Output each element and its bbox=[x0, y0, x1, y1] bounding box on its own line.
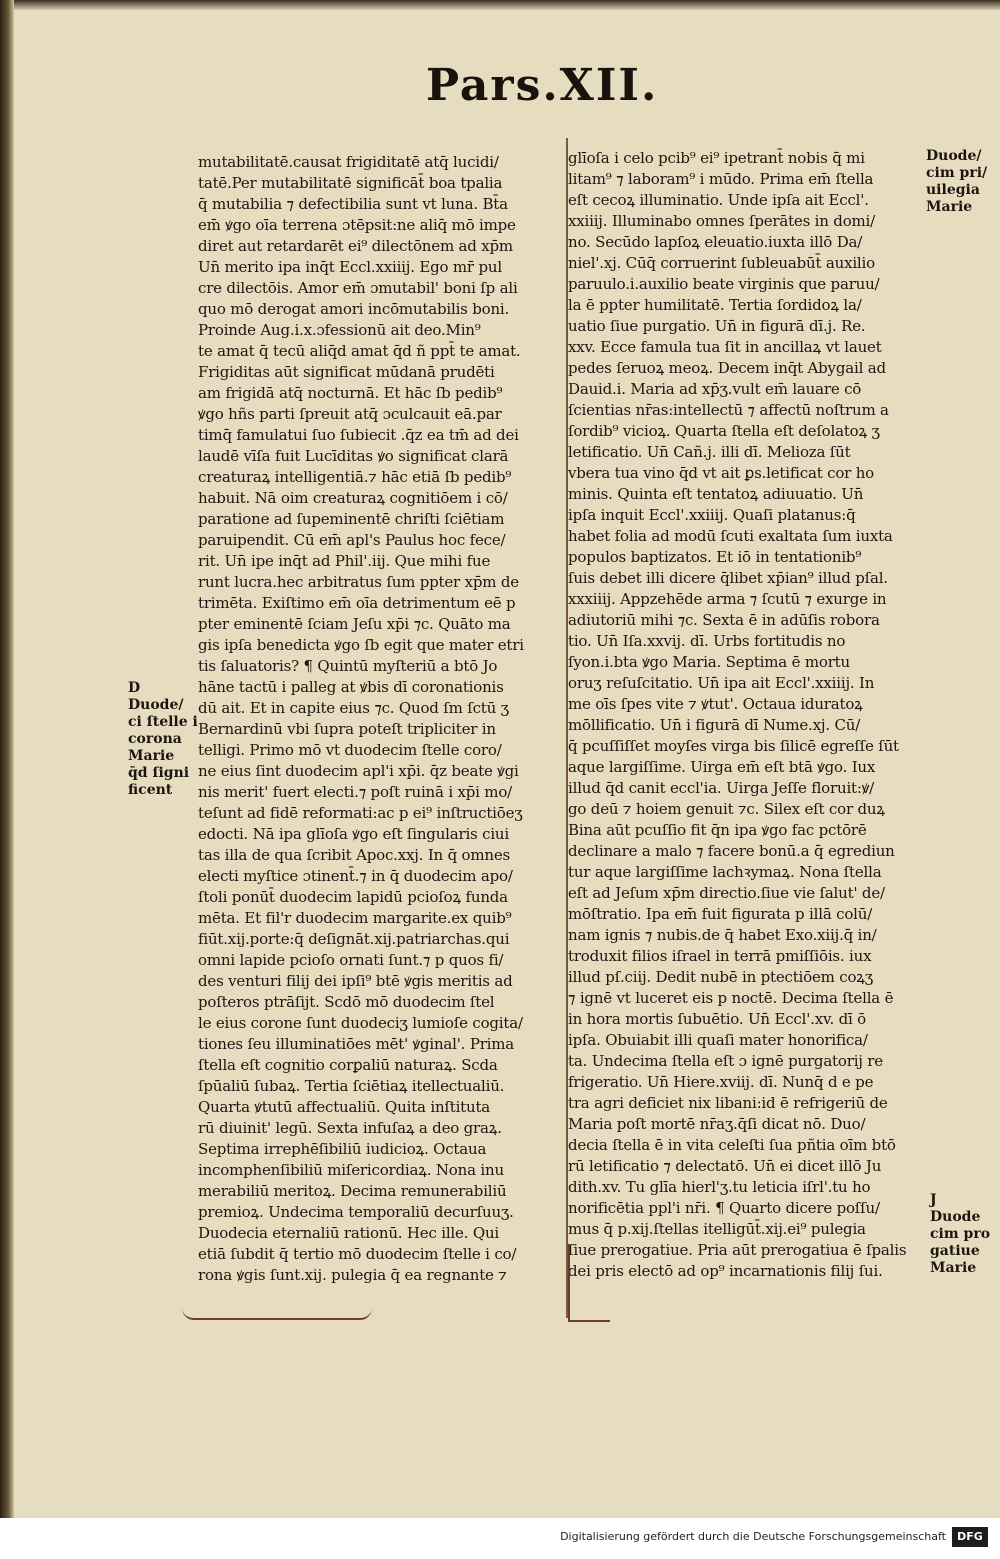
text-line: paruipendit. Cū em̄ apl's Paulus hoc fece/ bbox=[198, 531, 506, 549]
margin-note-line: J bbox=[930, 1192, 937, 1208]
text-line: xxxiiij. Appzehēde arma ⁊ ſcutū ⁊ exurge in bbox=[568, 590, 887, 608]
text-line: pter eminentē ſciam Jeſu xp̄i ⁊c. Quāto ma bbox=[198, 615, 511, 633]
text-line: Maria poſt mortē nr̄aʒ.q̄ſi dicat nō. Duo/ bbox=[568, 1115, 866, 1133]
text-line: frigeratio. Un̄ Hiere.xviij. dī. Nunq̄ d e pe bbox=[568, 1073, 874, 1091]
text-line: rona ꝟgis ſunt.xij. pulegia q̄ ea regnante ⁊ bbox=[198, 1266, 507, 1284]
page-top-edge bbox=[0, 0, 1000, 10]
text-line: Quarta ꝟtutū affectualiū. Quita inſtituta bbox=[198, 1098, 491, 1116]
margin-note-line: D bbox=[128, 680, 141, 696]
text-line: ſtella eſt cognitio corꝑaliū naturaꝝ. Scda bbox=[198, 1056, 498, 1074]
text-line: tatē.Per mutabilitatē significāt̄ boa tpalia bbox=[198, 174, 503, 192]
text-line: omni lapide pcioſo ornati ſunt.⁊ p quos fi/ bbox=[198, 951, 504, 969]
text-line: pedes ſeruoꝝ meoꝝ. Decem inq̄t Abygail ad bbox=[568, 359, 886, 377]
text-line: runt lucra.hec arbitratus ſum ppter xp̄m de bbox=[198, 573, 519, 591]
margin-note-right-bottom bbox=[930, 1192, 1000, 1277]
text-line: ta. Undecima ſtella eſt ɔ ignē purgatorij re bbox=[568, 1052, 883, 1070]
text-line: illud pſ.ciij. Dedit nubē in ptectiōem coꝝʒ bbox=[568, 968, 874, 986]
text-line: troduxit filios iſrael in terrā pmiſſiōis. iux bbox=[568, 947, 872, 965]
text-line: tis ſaluatoris? ¶ Quintū myſteriū a btō Jo bbox=[198, 657, 498, 675]
text-line: rit. Un̄ ipe inq̄t ad Phil'.iij. Que mihi fue bbox=[198, 552, 491, 570]
page-binding-edge bbox=[0, 0, 14, 1518]
margin-note-line: ci ſtelle i bbox=[128, 714, 198, 730]
text-line: timq̄ famulatui ſuo ſubiecit .q̄z ea tm̄ ad dei bbox=[198, 426, 519, 444]
text-line: trimēta. Exiſtimo em̄ oīa detrimentum eē p bbox=[198, 594, 516, 612]
text-line: uatio ſiue purgatio. Un̄ in figurā dī.j. Re. bbox=[568, 317, 866, 335]
text-line: em̄ ꝟgo oīa terrena ɔtēpsit:ne aliq̄ mō impe bbox=[198, 216, 516, 234]
funding-credit: Digitalisierung gefördert durch die Deutsche Forschungsgemeinschaft bbox=[560, 1530, 946, 1543]
text-line: ipſa. Obuiabit illi quaſi mater honorifica/ bbox=[568, 1031, 868, 1049]
margin-note-line: cim pri/ bbox=[926, 165, 988, 181]
text-line: dei pris electō ad op⁹ incarnationis filij ſui. bbox=[568, 1262, 883, 1280]
text-line: adiutoriū mihi ⁊c. Sexta ē in adūſis robora bbox=[568, 611, 880, 629]
text-line: tio. Un̄ Iſa.xxvij. dī. Urbs fortitudis no bbox=[568, 632, 846, 650]
text-line: in hora mortis ſubuētio. Un̄ Eccl'.xv. dī ō bbox=[568, 1010, 866, 1028]
text-line: norificētia ppl'i nr̄i. ¶ Quarto dicere poſſu/ bbox=[568, 1199, 880, 1217]
running-head: Pars.XII. bbox=[426, 60, 659, 111]
text-line: no. Secūdo lapſoꝝ eleuatio.iuxta illō Da/ bbox=[568, 233, 863, 251]
text-line: Bina aūt pcuſſio fit q̄n ipa ꝟgo fac pctōrē bbox=[568, 821, 867, 839]
margin-note-line: Duode/ bbox=[128, 697, 184, 713]
text-line: niel'.xj. Cūq̄ corruerint ſubleuabūt̄ auxilio bbox=[568, 254, 875, 272]
margin-note-line: Marie bbox=[930, 1260, 977, 1276]
text-line: glīoſa i celo pcib⁹ ei⁹ ipetrant̄ nobis q̄ mi bbox=[568, 149, 865, 167]
text-line: ſyon.i.bta ꝟgo Maria. Septima ē mortu bbox=[568, 653, 850, 671]
text-line: ſcientias nr̄as:intellectū ⁊ affectū noſtrum a bbox=[568, 401, 889, 419]
handwritten-bracket bbox=[568, 1244, 610, 1322]
margin-note-line: uilegia bbox=[926, 182, 980, 198]
text-line: te amat q̄ tecū aliq̄d amat q̄d ñ ppt̄ te amat. bbox=[198, 342, 521, 360]
text-line: Frigiditas aūt significat mūdanā prudēti bbox=[198, 363, 495, 381]
text-line: q̄ mutabilia ⁊ defectibilia sunt vt luna. Bt̄a bbox=[198, 195, 508, 213]
text-line: Bernardinū vbi ſupra poteſt tripliciter in bbox=[198, 720, 496, 738]
text-line: paruulo.i.auxilio beate virginis que paruu/ bbox=[568, 275, 880, 293]
text-line: oruʒ reſuſcitatio. Un̄ ipa ait Eccl'.xxiiij. In bbox=[568, 674, 875, 692]
text-line: ꝟgo hñs parti ſpreuit atq̄ ɔculcauit eā.par bbox=[198, 405, 502, 423]
text-line: Proinde Aug.i.x.ɔfessionū ait deo.Min⁹ bbox=[198, 321, 481, 339]
text-line: le eius corone ſunt duodeciʒ lumioſe cogita/ bbox=[198, 1014, 523, 1032]
text-line: teſunt ad fidē reformati:ac p ei⁹ inſtructiōeʒ bbox=[198, 804, 523, 822]
text-line: rū diuinit' legū. Sexta infuſaꝝ a deo graꝝ. bbox=[198, 1119, 502, 1137]
text-line: eſt ad Jeſum xp̄m directio.ſiue vie ſalut' de/ bbox=[568, 884, 885, 902]
margin-note-line: Marie bbox=[128, 748, 175, 764]
handwritten-underline bbox=[182, 1308, 372, 1320]
text-line: populos baptizatos. Et iō in tentationib⁹ bbox=[568, 548, 862, 566]
text-line: ne eius ſint duodecim apl'i xp̄i. q̄z beate ꝟgi bbox=[198, 762, 519, 780]
margin-note-right-top bbox=[926, 148, 1000, 216]
text-line: ſiue prerogatiue. Pria aūt prerogatiua ē ſpalis bbox=[568, 1241, 907, 1259]
text-line: mēta. Et fil'r duodecim margarite.ex quib⁹ bbox=[198, 909, 512, 927]
margin-note-line: Marie bbox=[926, 199, 973, 215]
text-column-left bbox=[198, 152, 550, 1286]
text-line: mōſtratio. Ipa em̄ fuit figurata p illā colū/ bbox=[568, 905, 873, 923]
text-line: minis. Quinta eſt tentatoꝝ adiuuatio. Un̄ bbox=[568, 485, 864, 503]
text-line: tra agri deficiet nix libani:id ē refrigeriū de bbox=[568, 1094, 888, 1112]
text-line: mutabilitatē.causat frigiditatē atq̄ lucidi/ bbox=[198, 153, 499, 171]
text-line: edocti. Nā ipa glīoſa ꝟgo eſt ſingularis ciui bbox=[198, 825, 509, 843]
text-line: go deū ⁊ hoiem genuit ⁊c. Silex eſt cor duꝝ bbox=[568, 800, 885, 818]
text-line: ⁊ ignē vt luceret eis p noctē. Decima ſtella ē bbox=[568, 989, 894, 1007]
text-line: creaturaꝝ intelligentiā.⁊ hāc etiā ſb pedib⁹ bbox=[198, 468, 512, 486]
text-line: mus q̄ p.xij.ſtellas itelligūt̄.xij.ei⁹ pulegia bbox=[568, 1220, 866, 1238]
text-line: q̄ pcuſſiſſet moyſes virga bis ſilicē egreſſe ſūt bbox=[568, 737, 899, 755]
text-line: tur aque largiſſime lachꝛymaꝝ. Nona ſtella bbox=[568, 863, 882, 881]
text-line: Un̄ merito ipa inq̄t Eccl.xxiiij. Ego mr̄ pul bbox=[198, 258, 502, 276]
text-line: poſteros ptrāſijt. Scdō mō duodecim ſtel bbox=[198, 993, 495, 1011]
margin-note-line: ficent bbox=[128, 782, 173, 798]
text-line: xxv. Ecce famula tua ſit in ancillaꝝ vt lauet bbox=[568, 338, 882, 356]
text-line: litam⁹ ⁊ laboram⁹ i mūdo. Prima em̄ ſtella bbox=[568, 170, 874, 188]
text-line: electi myſtice ɔtinent̄.⁊ in q̄ duodecim apo/ bbox=[198, 867, 513, 885]
text-line: me oīs ſpes vite ⁊ ꝟtut'. Octaua iduratoꝝ bbox=[568, 695, 863, 713]
text-line: hāne tactū i palleg at ꝟbis dī coronationis bbox=[198, 678, 504, 696]
margin-note-line: q̄d ſigni bbox=[128, 765, 190, 781]
text-line: ſtoli ponūt̄ duodecim lapidū pcioſoꝝ funda bbox=[198, 888, 508, 906]
margin-note-left bbox=[128, 680, 198, 799]
text-line: premioꝝ. Undecima temporaliū decurſuuʒ. bbox=[198, 1203, 514, 1221]
text-line: ſuis debet illi dicere q̄libet xp̄ian⁹ illud pſal. bbox=[568, 569, 888, 587]
text-line: dū ait. Et in capite eius ⁊c. Quod ſm ſctū ʒ bbox=[198, 699, 509, 717]
text-line: la ē ppter humilitatē. Tertia ſordidoꝝ la/ bbox=[568, 296, 862, 314]
text-line: mōllificatio. Un̄ i figurā dī Nume.xj. Cū/ bbox=[568, 716, 861, 734]
text-line: tiones ſeu illuminatiōes mēt' ꝟginal'. Prima bbox=[198, 1035, 515, 1053]
text-line: decia ſtella ē in vita celeſti ſua pñtia oīm btō bbox=[568, 1136, 896, 1154]
text-line: ſpūaliū ſubaꝝ. Tertia ſciētiaꝝ itellectualiū. bbox=[198, 1077, 505, 1095]
text-line: incomphenſibiliū miſericordiaꝝ. Nona inu bbox=[198, 1161, 504, 1179]
margin-note-line: gatiue bbox=[930, 1243, 980, 1259]
text-line: gis ipſa benedicta ꝟgo ſb egit que mater etri bbox=[198, 636, 524, 654]
text-line: Dauid.i. Maria ad xp̄ʒ.vult em̄ lauare cō bbox=[568, 380, 862, 398]
text-line: letificatio. Un̄ Cañ.j. illi dī. Melioza ſūt bbox=[568, 443, 851, 461]
text-line: paratione ad ſupeminentē chriſti ſciētiam bbox=[198, 510, 505, 528]
text-line: merabiliū meritoꝝ. Decima remunerabiliū bbox=[198, 1182, 507, 1200]
text-line: Septima irrephēſibiliū iudicioꝝ. Octaua bbox=[198, 1140, 487, 1158]
margin-note-line: Duode bbox=[930, 1209, 981, 1225]
footer-bar bbox=[0, 1518, 1000, 1559]
text-line: illud q̄d canit eccl'ia. Uirga Jeſſe floruit:ꝟ/ bbox=[568, 779, 874, 797]
text-line: etiā ſubdit q̄ tertio mō duodecim ſtelle i co/ bbox=[198, 1245, 517, 1263]
text-line: rū letificatio ⁊ delectatō. Un̄ ei dicet illō Ju bbox=[568, 1157, 882, 1175]
text-line: dith.xv. Tu glīa hierl'ʒ.tu leticia iſrl'.tu ho bbox=[568, 1178, 871, 1196]
text-line: nis merit' fuert electi.⁊ poſt ruinā i xp̄i mo/ bbox=[198, 783, 513, 801]
text-line: aque largiſſime. Uirga em̄ eſt btā ꝟgo. Iux bbox=[568, 758, 876, 776]
text-line: eſt cecoꝝ illuminatio. Unde ipſa ait Eccl'. bbox=[568, 191, 869, 209]
text-line: am frigidā atq̄ nocturnā. Et hāc ſb pedib⁹ bbox=[198, 384, 503, 402]
text-line: nam ignis ⁊ nubis.de q̄ habet Exo.xiij.q̄ in/ bbox=[568, 926, 877, 944]
text-line: des venturi filij dei ipſi⁹ btē ꝟgis meritis ad bbox=[198, 972, 513, 990]
margin-note-line: corona bbox=[128, 731, 182, 747]
text-line: diret aut retardarēt ei⁹ dilectōnem ad xp̄m bbox=[198, 237, 513, 255]
text-line: cre dilectōis. Amor em̄ ɔmutabil' boni ſp ali bbox=[198, 279, 518, 297]
text-line: quo mō derogat amori incōmutabilis boni. bbox=[198, 300, 510, 318]
text-line: habet folia ad modū ſcuti exaltata ſum iuxta bbox=[568, 527, 893, 545]
text-line: tas illa de qua ſcribit Apoc.xxj. In q̄ omnes bbox=[198, 846, 511, 864]
text-line: telligi. Primo mō vt duodecim ſtelle coro/ bbox=[198, 741, 502, 759]
text-line: habuit. Nā oim creaturaꝝ cognitiōem i cō/ bbox=[198, 489, 508, 507]
margin-note-line: cim pro bbox=[930, 1226, 991, 1242]
text-line: ſordib⁹ vicioꝝ. Quarta ſtella eſt deſolatoꝝ ʒ bbox=[568, 422, 880, 440]
margin-note-line: Duode/ bbox=[926, 148, 982, 164]
dfg-logo: DFG bbox=[952, 1527, 988, 1547]
text-line: ipſa inquit Eccl'.xxiiij. Quaſi platanus:q̄ bbox=[568, 506, 856, 524]
text-line: declinare a malo ⁊ facere bonū.a q̄ egrediun bbox=[568, 842, 895, 860]
text-line: Duodecia eternaliū rationū. Hec ille. Qui bbox=[198, 1224, 499, 1242]
text-line: vbera tua vino q̄d vt ait ꝑs.letificat cor ho bbox=[568, 464, 874, 482]
text-line: fiūt.xij.porte:q̄ deſignāt.xij.patriarchas.qui bbox=[198, 930, 510, 948]
text-line: laudē vīſa fuit Lucīditas ꝟo significat clarā bbox=[198, 447, 509, 465]
text-line: xxiiij. Illuminabo omnes ſperātes in domi/ bbox=[568, 212, 876, 230]
text-column-right bbox=[568, 148, 920, 1282]
